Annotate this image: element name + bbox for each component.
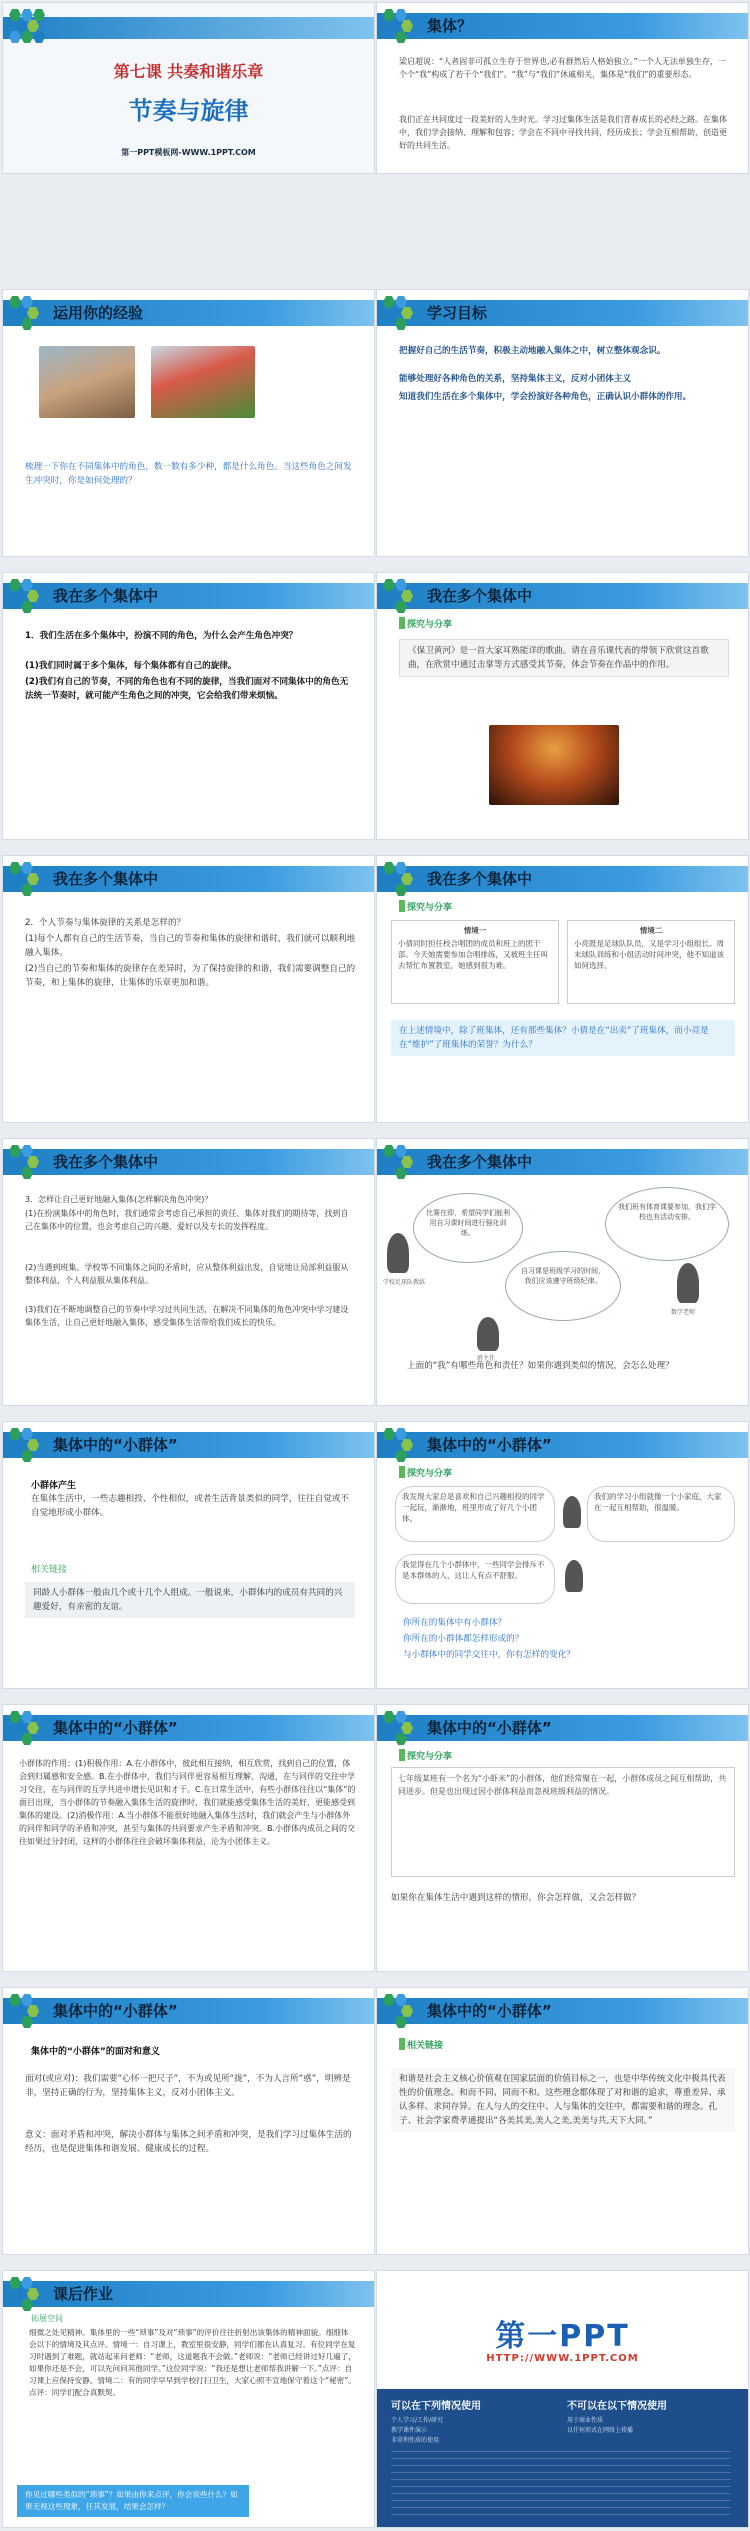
hexagon-icon bbox=[7, 1143, 47, 1181]
slide-10 bbox=[376, 1138, 749, 1406]
slide-14 bbox=[376, 1704, 749, 1972]
question-box: 你见过哪些类似的“琐事”？如果由你来点评，你会说些什么？如果无视这些现象，任其发展，结果会怎样？ bbox=[17, 2485, 249, 2517]
forbidden-line: 以任何形式在网络上传播 bbox=[567, 2427, 634, 2434]
slide-16 bbox=[376, 1987, 749, 2255]
scenario-title: 情境二 bbox=[639, 926, 663, 935]
hexagon-logo-icon bbox=[7, 7, 47, 45]
section-title: 探究与分享 bbox=[407, 620, 453, 630]
paragraph: 在集体生活中，一些志趣相投、个性相似，或者生活背景类似的同学，往往自觉或不自觉地形成小群体。 bbox=[31, 1494, 349, 1518]
paragraph: 面对(或应对)：我们需要“心怀一把尺子”，不为或见所“拢”，不为人言所“惑”，明辨是非，坚持正确的行为，坚持集体主义，反对小团体主义。 bbox=[25, 2074, 351, 2098]
slide-1 bbox=[2, 2, 375, 174]
math-teacher-figure-icon bbox=[677, 1263, 699, 1303]
allowed-line: 教学课件演示 bbox=[391, 2427, 428, 2434]
slide-banner bbox=[3, 17, 374, 39]
intro-box: 《保卫黄河》是一首大家耳熟能详的歌曲。请在音乐课代表的带领下欣赏这首歌曲，在欣赏中通过击掌等方式感受其节奏，体会节奏在作品中的作用。 bbox=[399, 639, 729, 677]
speech-bubble: 我们班有体育课要参加，我们学校也有活动安排。 bbox=[605, 1187, 729, 1261]
figure-label: 班主任 bbox=[477, 1355, 496, 1362]
logo-url: HTTP://WWW.1PPT.COM bbox=[486, 2353, 639, 2364]
figure-label: 数学老师 bbox=[671, 1309, 696, 1316]
hexagon-icon bbox=[7, 1709, 47, 1747]
choir-photo bbox=[489, 725, 619, 805]
section-title: 探究与分享 bbox=[407, 1469, 453, 1479]
hexagon-icon bbox=[381, 860, 421, 898]
answer-text: (1)在扮演集体中的角色时，我们通常会考虑自己承担的责任、集体对我们的期待等，找到自己在集体中的位置，也会考虑自己的兴趣、爱好以及专长的发挥程度。 bbox=[25, 1209, 349, 1231]
slide-8 bbox=[376, 855, 749, 1123]
slide-15 bbox=[2, 1987, 375, 2255]
paragraph: 意义：面对矛盾和冲突，解决小群体与集体之间矛盾和冲突，是我们学习过集体生活的经历，也是促进集体和谐发展、健康成长的过程。 bbox=[25, 2130, 352, 2154]
slide-header-title: 集体中的“小群体” bbox=[53, 1719, 178, 1737]
paragraph: 梁启超说：“人者固非可孤立生存于世界也,必有群然后人格始独立。”一个人无法单独生存，一个个“我”构成了若干个“我们”。“我”与“我们”休戚相关，集体是“我们”的重要形态。 bbox=[399, 57, 726, 79]
question-item: 与小群体中的同学交往中，你有怎样的变化？ bbox=[403, 1650, 575, 1660]
answer-text: (2)当自己的节奏和集体的旋律存在差异时，为了保持旋律的和谐，我们需要调整自己的节奏，和上集体的旋律，让集体的乐章更加和谐。 bbox=[25, 964, 356, 988]
goal-item: 知道我们生活在多个集体中，学会扮演好各种角色，正确认识小群体的作用。 bbox=[399, 392, 692, 402]
slide-11 bbox=[2, 1421, 375, 1689]
slide-header-title: 运用你的经验 bbox=[53, 304, 144, 322]
question-text: 2．个人节奏与集体旋律的关系是怎样的？ bbox=[25, 918, 186, 928]
hexagon-icon bbox=[7, 294, 47, 332]
hexagon-icon bbox=[381, 1709, 421, 1747]
hexagon-icon bbox=[381, 7, 421, 45]
hexagon-icon bbox=[381, 577, 421, 615]
scenario-card: 七年级某班有一个名为“小虾米”的小群体，他们经常聚在一起，小群体成员之间互相帮助，共同进步。但是也出现过因小群体利益而忽视班级利益的情况。 bbox=[391, 1767, 735, 1877]
hexagon-icon bbox=[381, 1143, 421, 1181]
figure-label: 学校足球队教练 bbox=[383, 1279, 426, 1286]
hexagon-icon bbox=[7, 1426, 47, 1464]
coach-figure-icon bbox=[387, 1233, 409, 1273]
goal-item: 把握好自己的生活节奏，积极主动地融入集体之中，树立整体观念识。 bbox=[399, 346, 666, 356]
slide-2 bbox=[376, 2, 749, 174]
slide-header-title: 集体中的“小群体” bbox=[427, 1719, 552, 1737]
slide-header-title: 集体中的“小群体” bbox=[53, 2002, 178, 2020]
section-marker bbox=[399, 900, 405, 912]
slide-header-title: 我在多个集体中 bbox=[427, 587, 533, 605]
answer-text: (1)每个人都有自己的生活节奏，当自己的节奏和集体的旋律和谐时，我们就可以顺利地融入集体。 bbox=[25, 934, 356, 958]
link-box: 同龄人小群体一般由几个或十几个人组成。一般说来，小群体内的成员有共同的兴趣爱好，有亲密的友谊。 bbox=[25, 1582, 355, 1618]
lesson-title: 第七课 共奏和谐乐章 bbox=[113, 62, 264, 81]
hexagon-icon bbox=[7, 860, 47, 898]
slide-header-title: 集体？ bbox=[427, 17, 473, 35]
speech-card: 我觉得在几个小群体中，一些同学会排斥不是本群体的人，这让人有点不舒服。 bbox=[395, 1554, 555, 1604]
speech-bubble: 比赛在即，希望同学们能利用自习课时间进行强化训练。 bbox=[413, 1193, 523, 1263]
slide-7 bbox=[2, 855, 375, 1123]
slide-header-title: 集体中的“小群体” bbox=[427, 2002, 552, 2020]
question-text: 3．怎样让自己更好地融入集体(怎样解决角色冲突)？ bbox=[25, 1195, 213, 1204]
section-marker bbox=[399, 1466, 405, 1478]
hexagon-icon bbox=[7, 2275, 47, 2313]
slide-17 bbox=[2, 2270, 375, 2528]
section-title: 小群体产生 bbox=[31, 1481, 77, 1491]
forbidden-line: 用于商业性质 bbox=[567, 2417, 604, 2424]
link-list-decoration bbox=[391, 2451, 731, 2521]
question-item: 你所在的小群体都怎样形成的？ bbox=[403, 1634, 524, 1644]
slide-header-title: 集体中的“小群体” bbox=[427, 1436, 552, 1454]
forbidden-title: 不可以在以下情况使用 bbox=[567, 2401, 667, 2412]
allowed-title: 可以在下列情况使用 bbox=[391, 2401, 481, 2412]
scenario-card bbox=[391, 920, 559, 1004]
paragraph: 小群体的作用：(1)积极作用：A.在小群体中，彼此相互接纳，相互欣赏，找到自己的位置，体会到归属感和安全感。B.在小群体中，我们与同伴更容易相互理解、沟通，在与同伴的交往中学习交往，在与同伴的互学共进中增长见识和才干。C.在日常生活中，有些小群体往往以“集体”的面目出现，当小群体的节奏融入集体生活的旋律时，我们就能感受集体生活的美好，更能感受到集体的建设。(2)消极作用：A.当小群体不能很好地融入集体生活时，我们就会产生与小群体外的同伴和同学的矛盾和冲突，甚至与集体的共同要求产生矛盾和冲突。B.小群体内成员之间的交往如果过分封闭，这样的小群体往往会破坏集体利益，沦为小团体主义。 bbox=[19, 1759, 356, 1846]
paragraph: 细微之处见精神。集体里的一些“琐事”及对“琐事”的评价往往折射出该集体的精神面貌。细细体会以下的情境及其点评。情境一：自习课上，教室里很安静，同学们都在认真复习。有位同学在复习时遇到了难题，就站起来问老师：“老师，这道题我不会做。”老师说：“老师已经讲过好几遍了，如果你还是不会，可以先问问其他同学。”这位同学说：“我还是想让老师帮我讲解一下。”点评：自习课上应保持安静。情境二：有的同学早早到学校打扫卫生，大家心照不宣地保守着这个“秘密”。点评：同学们配合真默契。 bbox=[29, 2328, 356, 2397]
section-title: 相关链接 bbox=[407, 2041, 444, 2051]
student-figure-icon bbox=[563, 1496, 581, 1528]
slide-header-title: 我在多个集体中 bbox=[53, 587, 159, 605]
slide-header-title: 我在多个集体中 bbox=[53, 1153, 159, 1171]
slide-5 bbox=[2, 572, 375, 840]
slide-9 bbox=[2, 1138, 375, 1406]
section-title: 相关链接 bbox=[31, 1565, 68, 1575]
teacher-figure-icon bbox=[477, 1317, 499, 1351]
hexagon-icon bbox=[381, 294, 421, 332]
section-marker bbox=[399, 2038, 405, 2050]
question-item: 你所在的集体中有小群体？ bbox=[403, 1618, 507, 1628]
question-box: 在上述情境中，除了班集体，还有那些集体？小倩是在“出卖”了班集体，而小亮是在“维护”了班集体的荣誉？为什么？ bbox=[391, 1020, 735, 1056]
hexagon-icon bbox=[7, 1992, 47, 2030]
slide-header-title: 我在多个集体中 bbox=[427, 1153, 533, 1171]
site-label: 第一PPT模板网-WWW.1PPT.COM bbox=[121, 148, 256, 157]
speech-card: 我们的学习小组就像一个小家庭，大家在一起互相帮助，很温暖。 bbox=[587, 1486, 735, 1542]
question-text: 如果你在集体生活中遇到这样的情形，你会怎样做，又会怎样做？ bbox=[391, 1893, 641, 1903]
section-title: 探究与分享 bbox=[407, 1752, 453, 1762]
question-text: 上面的“我”有哪些角色和责任？如果你遇到类似的情况，会怎么处理？ bbox=[407, 1361, 674, 1371]
slide-13 bbox=[2, 1704, 375, 1972]
goal-item: 能够处理好各种角色的关系，坚持集体主义，反对小团体主义 bbox=[399, 374, 632, 384]
slide-12 bbox=[376, 1421, 749, 1689]
section-title: 探究与分享 bbox=[407, 903, 453, 913]
section-title: 拓展空间 bbox=[31, 2314, 63, 2323]
scenario-text: 小倩同时担任校合唱团的成员和班上的团干部。今天她需要参加合唱排练，又被班主任叫去帮忙布置教室，她感到很为难。 bbox=[398, 939, 548, 970]
slide-header-title: 我在多个集体中 bbox=[427, 870, 533, 888]
speech-card: 我发现大家总是喜欢和自己兴趣相投的同学一起玩，渐渐地，班里形成了好几个小团体。 bbox=[395, 1486, 555, 1542]
answer-text: (1)我们同时属于多个集体，每个集体都有自己的旋律。 bbox=[25, 661, 237, 671]
answer-text: (2)我们有自己的节奏，不同的角色也有不同的旋律，当我们面对不同集体中的角色无法统一节奏时，就可能产生角色之间的冲突，它会给我们带来烦恼。 bbox=[25, 677, 349, 701]
section-marker bbox=[399, 1749, 405, 1761]
slide-header-title: 学习目标 bbox=[427, 304, 488, 322]
allowed-line: 非营利性质的使用 bbox=[391, 2437, 440, 2444]
answer-text: (3)我们在不断地调整自己的节奏中学习过共同生活，在解决不同集体的角色冲突中学习建设集体生活，让自己更好地融入集体，感受集体生活带给我们成长的快乐。 bbox=[25, 1305, 349, 1327]
logo-text: 第一PPT bbox=[495, 2319, 630, 2354]
section-title: 集体中的“小群体”的面对和意义 bbox=[31, 2047, 160, 2057]
question-text: 1．我们生活在多个集体中，扮演不同的角色，为什么会产生角色冲突？ bbox=[25, 631, 298, 641]
hexagon-icon bbox=[7, 577, 47, 615]
slide-18 bbox=[376, 2270, 749, 2528]
speech-bubble: 自习课是班级学习的时间，我们应该遵守班级纪律。 bbox=[505, 1251, 621, 1321]
slide-3 bbox=[2, 289, 375, 557]
classroom-photo bbox=[39, 346, 135, 418]
scenario-text: 小亮既是足球队队员，又是学习小组组长。周末球队训练和小组活动时间冲突，他不知道该如何选择。 bbox=[574, 939, 724, 970]
link-box: 和谐是社会主义核心价值观在国家层面的价值目标之一，也是中华传统文化中极具代表性的价值理念。和而不同、同而不和。这些理念都体现了对和谐的追求，尊重差异、承认多样、求同存异。在人与人的交往中、人与集体的交往中，都需要和谐的理念。孔子、社会学家费孝通提出“各美其美,美人之美,美美与共,天下大同。” bbox=[391, 2068, 735, 2132]
hexagon-icon bbox=[381, 1426, 421, 1464]
children-playing-photo bbox=[151, 346, 255, 418]
page-title: 节奏与旋律 bbox=[128, 97, 249, 125]
hexagon-icon bbox=[381, 1992, 421, 2030]
answer-text: (2)当遇到班集、学校等不同集体之间的矛盾时，应从整体利益出发，自觉地让局部利益服从整体利益，个人利益服从集体利益。 bbox=[25, 1263, 349, 1285]
student-figure-icon bbox=[565, 1560, 583, 1592]
section-marker bbox=[399, 617, 405, 629]
scenario-title: 情境一 bbox=[463, 926, 487, 935]
slide-6 bbox=[376, 572, 749, 840]
scenario-card bbox=[567, 920, 735, 1004]
license-panel bbox=[377, 2389, 748, 2528]
slide-header-title: 课后作业 bbox=[53, 2285, 114, 2303]
slide-header-title: 集体中的“小群体” bbox=[53, 1436, 178, 1454]
allowed-line: 个人学习/工作/研究 bbox=[391, 2417, 444, 2424]
slide-header-title: 我在多个集体中 bbox=[53, 870, 159, 888]
question-text: 梳理一下你在不同集体中的角色，数一数有多少种，都是什么角色。当这些角色之间发生冲突时，你是如何处理的？ bbox=[25, 462, 352, 486]
paragraph: 我们正在共同度过一段美好的人生时光。学习过集体生活是我们青春成长的必经之路。在集体中，我们学会接纳、理解和包容；学会在不同中寻找共同，经历成长；学会互相帮助，创造更好的共同生活。 bbox=[399, 115, 727, 150]
slide-4 bbox=[376, 289, 749, 557]
